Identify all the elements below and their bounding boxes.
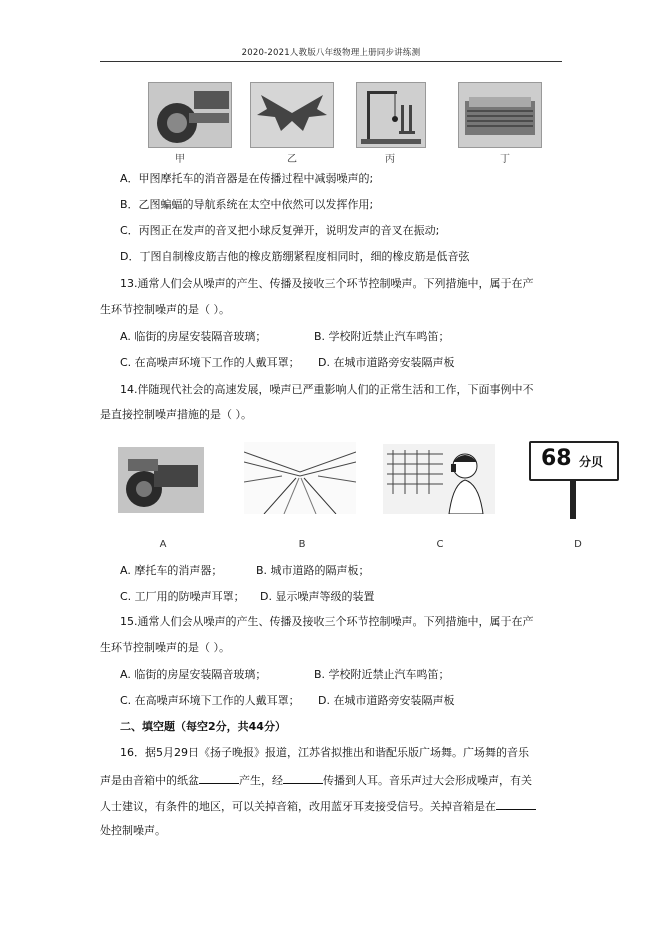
rubber-band-instrument-image [458, 82, 542, 148]
q14-option-a: A. 摩托车的消声器； [120, 564, 223, 577]
noise-level-value: 68 [541, 446, 572, 471]
page-header: 2020-2021人教版八年级物理上册同步讲练测 [241, 48, 421, 58]
q14-option-b: B. 城市道路的隔声板； [256, 564, 370, 577]
q16-text: 人士建议，有条件的地区，可以关掉音箱，改用蓝牙耳麦接受信号。关掉音箱是在 [100, 800, 496, 813]
q13-option-b: B. 学校附近禁止汽车鸣笛； [314, 330, 450, 343]
sign-post [570, 479, 576, 519]
q12-option-c: C．丙图正在发声的音叉把小球反复弹开，说明发声的音叉在振动; [120, 224, 440, 237]
q13-stem-cont: 生环节控制噪声的是（ ）。 [100, 303, 230, 316]
noise-barrier-road-image [244, 442, 356, 514]
q16-line3 [100, 798, 536, 814]
noise-level-unit: 分贝 [579, 455, 604, 469]
answer-blank[interactable] [199, 772, 239, 784]
answer-blank[interactable] [283, 772, 323, 784]
q14-option-c: C. 工厂用的防噪声耳罩； [120, 590, 245, 603]
figure-caption: B [298, 539, 306, 550]
q15-stem: 15.通常人们会从噪声的产生、传播及接收三个环节控制噪声。下列措施中，属于在产 [120, 615, 534, 628]
worker-earmuffs-image [383, 444, 495, 514]
q14-stem: 14.伴随现代社会的高速发展，噪声已严重影响人们的正常生活和工作，下面事例中不 [120, 383, 534, 396]
q16-line1: 16．据5月29日《扬子晚报》报道，江苏省拟推出和谐配乐版广场舞。广场舞的音乐 [120, 746, 529, 759]
figure-caption: 丁 [500, 154, 510, 165]
figure-caption: C [436, 539, 444, 550]
q15-option-a: A. 临街的房屋安装隔音玻璃； [120, 668, 267, 681]
q16-text: 传播到人耳。音乐声过大会形成噪声，有关 [323, 774, 532, 787]
q15-option-c: C. 在高噪声环境下工作的人戴耳罩； [120, 694, 300, 707]
q14-option-d: D. 显示噪声等级的装置 [260, 590, 375, 603]
motorcycle-image [118, 447, 204, 513]
q13-stem: 13.通常人们会从噪声的产生、传播及接收三个环节控制噪声。下列措施中，属于在产 [120, 277, 534, 290]
figure-caption: D [574, 539, 582, 550]
q15-option-b: B. 学校附近禁止汽车鸣笛； [314, 668, 450, 681]
q15-option-d: D. 在城市道路旁安装隔声板 [318, 694, 455, 707]
motorcycle-muffler-image [148, 82, 232, 148]
q16-text: 产生，经 [239, 774, 283, 787]
q14-stem-cont: 是直接控制噪声措施的是（ ）。 [100, 408, 252, 421]
q13-option-d: D. 在城市道路旁安装隔声板 [318, 356, 455, 369]
q13-option-c: C. 在高噪声环境下工作的人戴耳罩； [120, 356, 300, 369]
q12-option-b: B．乙图蝙蝠的导航系统在太空中依然可以发挥作用; [120, 198, 374, 211]
figure-caption: A [159, 539, 167, 550]
q16-text: 声是由音箱中的纸盆 [100, 774, 199, 787]
tuning-fork-ball-image [356, 82, 426, 148]
q16-line2 [100, 772, 532, 788]
answer-blank[interactable] [496, 798, 536, 810]
header-rule [100, 61, 562, 62]
q15-stem-cont: 生环节控制噪声的是（ ）。 [100, 641, 230, 654]
noise-level-sign [529, 441, 619, 519]
q12-option-d: D．丁图自制橡皮筋吉他的橡皮筋绷紧程度相同时，细的橡皮筋是低音弦 [120, 250, 470, 263]
bat-image [250, 82, 334, 148]
q12-option-a: A．甲图摩托车的消音器是在传播过程中减弱噪声的; [120, 172, 374, 185]
section-title: 二、填空题（每空2分，共44分） [120, 720, 286, 733]
figure-caption: 丙 [385, 154, 395, 165]
q16-line4: 处控制噪声。 [100, 824, 166, 837]
figure-caption: 甲 [175, 154, 185, 165]
figure-caption: 乙 [287, 154, 297, 165]
q13-option-a: A. 临街的房屋安装隔音玻璃； [120, 330, 267, 343]
